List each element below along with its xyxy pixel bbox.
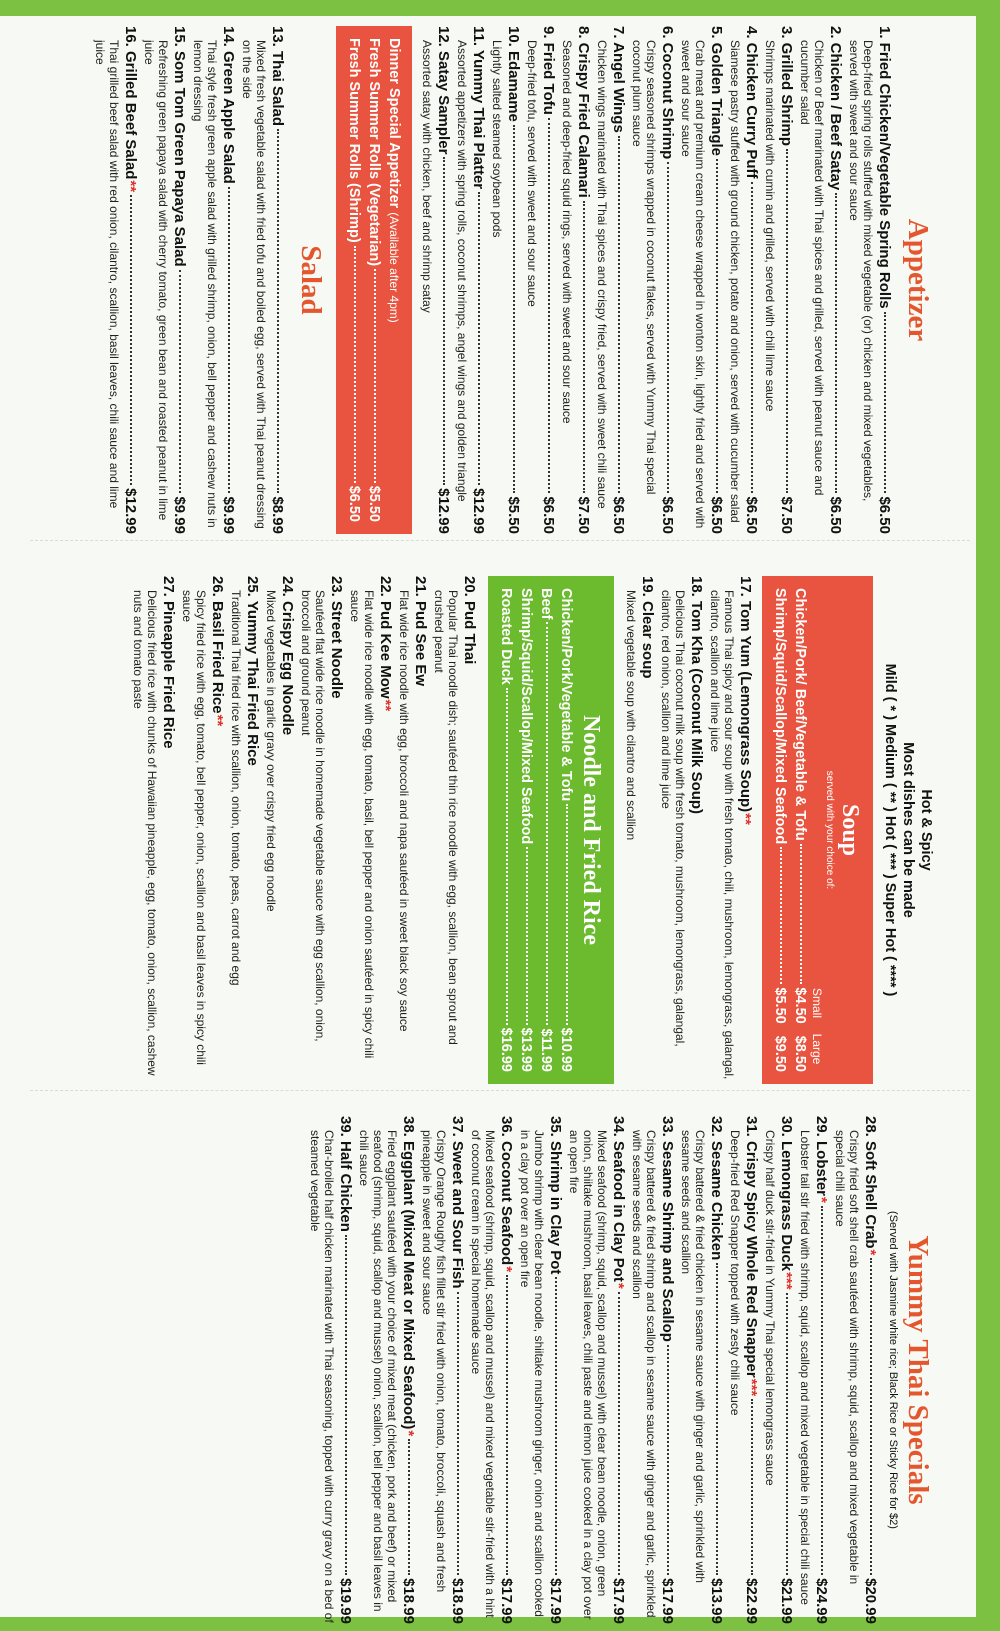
price-line-name: Roasted Duck [498, 588, 514, 685]
menu-item-row [812, 1116, 830, 1624]
menu-item-row [742, 26, 760, 534]
menu-item-description: Jumbo shrimp with clear bean noodle, shiitake mushroom ginger, onion and scallion cooked in a clay pot over an open fire [518, 1130, 546, 1617]
menu-item-price: $6.50 [659, 496, 676, 534]
dot-leader [457, 1292, 459, 1576]
menu-item [420, 1116, 466, 1624]
menu-item-row [278, 576, 296, 1084]
menu-item-name: 29. Lobster [813, 1116, 830, 1197]
price-line [790, 588, 810, 1072]
menu-item-name: 8. Crispy Fried Calamari [575, 26, 592, 198]
dot-leader [780, 847, 782, 984]
dot-leader [821, 1206, 823, 1575]
menu-item [93, 26, 139, 534]
menu-item-name: 32. Sesame Chicken [708, 1116, 725, 1261]
spicy-mark: * [610, 1282, 627, 1289]
menu-item-price: $6.50 [610, 496, 627, 534]
spicy-mark: * [813, 1197, 830, 1203]
menu-item-name: 18. Tom Kha (Coconut Milk Soup) [688, 576, 705, 815]
menu-item-description: Chicken wings marinated with Thai spices and crispy fried, served with sweet chili sauce [595, 40, 609, 509]
menu-item-row [336, 1116, 354, 1624]
spicy-mark: *** [778, 1272, 795, 1290]
menu-item-row [268, 26, 286, 534]
menu-item-price: $17.99 [610, 1578, 627, 1624]
price-line [496, 588, 516, 1072]
menu-item [469, 1116, 515, 1624]
menu-item-description: Traditional Thai fried rice with scallion, onion, tomato, peas, carrot and egg [229, 590, 243, 986]
dot-leader [130, 195, 132, 485]
menu-item-description: Crispy fried soft shell crab sautéed with shrimp, squid, scallop and mixed vegetable in special chili sauce [833, 1130, 861, 1585]
menu-item-price: $24.99 [813, 1578, 830, 1624]
top-green-border [0, 0, 1000, 16]
specials-heading: Yummy Thai Specials [902, 1235, 934, 1505]
menu-item-name: 31. Crispy Spicy Whole Red Snapper [743, 1116, 760, 1378]
menu-item [264, 576, 296, 1084]
noodle-lines [496, 588, 576, 1072]
menu-item [624, 576, 656, 1084]
menu-item-description: Seasoned and deep-fried squid rings, served with sweet and sour sauce [560, 40, 574, 424]
menu-item [847, 26, 893, 534]
menu-item-price: $6.50 [743, 496, 760, 534]
menu-item [679, 1116, 725, 1624]
menu-item [397, 576, 429, 1084]
price-line [556, 588, 576, 1072]
price-line-name: Chicken/Pork/ Beef/Vegetable & Tofu [792, 588, 808, 841]
menu-item-row [399, 1116, 417, 1624]
menu-item-price: $7.50 [575, 496, 592, 534]
soup-col-large: Large [810, 1033, 824, 1065]
menu-item [630, 26, 676, 534]
menu-item-price: $17.99 [547, 1578, 564, 1624]
menu-item [455, 26, 487, 534]
menu-item [420, 26, 452, 534]
menu-item-description: Chicken or Beef marinated with Thai spices and grilled, served with peanut sauce and cucumber salad [798, 40, 826, 496]
price-large: $9.50 [772, 1035, 788, 1072]
dot-leader [583, 201, 585, 494]
price-line-price: $10.99 [558, 1027, 574, 1072]
menu-item-price: $21.99 [778, 1578, 795, 1624]
menu-item [728, 26, 760, 534]
menu-item [518, 1116, 564, 1624]
dot-leader [716, 1263, 718, 1575]
menu-item-name: 34. Seafood in Clay Pot [610, 1116, 627, 1282]
spicy-mark: ** [737, 813, 754, 825]
menu-item-name: 24. Crispy Egg Noodle [279, 576, 296, 736]
menu-item-price: $8.99 [269, 496, 286, 534]
soup-col-small: Small [810, 987, 824, 1018]
spicy-mark: ** [122, 180, 139, 193]
price-line-name: Chicken/Pork/Vegetable & Tofu [558, 588, 574, 802]
price-line [536, 588, 556, 1072]
menu-item-name: 12. Satay Sampler [435, 26, 452, 155]
menu-item [833, 1116, 879, 1624]
dot-leader [800, 844, 802, 985]
menu-item-description: Lobster tail stir fried with shrimp, squid, scallop and mixed vegetable in special chili sauce [798, 1130, 812, 1605]
menu-item [490, 26, 522, 534]
menu-item-price: $6.50 [827, 496, 844, 534]
price-line-name: Beef [538, 588, 554, 620]
menu-item-row [658, 1116, 676, 1624]
spicy-mark: ** [377, 699, 394, 712]
spicy-mark: ** [209, 714, 226, 727]
menu-item-price: $12.99 [435, 488, 452, 534]
menu-item-description: Mixed seafood (shrimp, squid, scallop and mussel) and mixed vegetable stir-fried with a hint of coconut cream in special homemade sauce [469, 1130, 497, 1618]
dot-leader [751, 182, 753, 494]
price-line-price: $13.99 [518, 1027, 534, 1072]
menu-item-description: Mixed vegetable soup with cilantro and scallion [624, 590, 638, 841]
menu-item-description: Popular Thai noodle dish; sautéed thin rice noodle with egg, scallion, bean sprout and crushed peanut [432, 590, 460, 1045]
menu-item-description: Assorted satay with chicken, beef and shrimp satay [420, 40, 434, 313]
dot-leader [870, 1258, 872, 1575]
menu-item-price: $18.99 [400, 1578, 417, 1624]
menu-item-description: Mixed vegetables in garlic gravy over crispy fried egg noodle [264, 590, 278, 912]
dot-leader [354, 246, 356, 483]
menu-item [525, 26, 557, 534]
menu-item [348, 576, 394, 1084]
menu-item-row [376, 576, 394, 1084]
menu-item-name: 4. Chicken Curry Puff [743, 26, 760, 179]
menu-item-row [707, 26, 725, 534]
menu-item-description: Sautéed flat wide rice noodle in homemade vegetable sauce with egg scallion, onion, broccoli and ground peanut [299, 590, 327, 1042]
dot-leader [566, 804, 568, 1024]
menu-item-row [546, 1116, 564, 1624]
menu-item-name: 16. Grilled Beef Salad [122, 26, 139, 180]
menu-item [567, 1116, 627, 1624]
menu-item [798, 1116, 830, 1624]
menu-item-row [411, 576, 429, 1084]
menu-item-description: Deep-fried spring rolls stuffed with mixed vegetable (or) chicken and mixed vegetables, served with sweet and sour sauce [847, 40, 875, 502]
dot-leader [513, 125, 515, 494]
menu-item [229, 576, 261, 1084]
menu-item-description: Crispy Orange Roughy fish fillet stir fried with onion, tomato, broccoli, squash and fresh pineapple in sweet and sour sauce [420, 1130, 448, 1593]
menu-item-price: $6.50 [540, 496, 557, 534]
menu-item-row [687, 576, 705, 1084]
menu-item-price: $5.50 [505, 496, 522, 534]
menu-item-row [121, 26, 139, 534]
noodle-list [131, 576, 478, 1084]
menu-item-row [777, 1116, 795, 1624]
menu-item [308, 1116, 354, 1624]
dot-leader [546, 622, 548, 1025]
menu-item-description: Thai grilled beef salad with red onion, cilantro, scallion, basil leaves, chili sauce and lime juice [93, 40, 121, 509]
dot-leader [667, 162, 669, 493]
menu-item-name: 28. Soft Shell Crab [862, 1116, 879, 1249]
menu-item-name: 7. Angel Wings [610, 26, 627, 133]
menu-item [679, 26, 725, 534]
menu-item-description: Assorted appetizers with spring rolls, coconut shrimps, angel wings and golden triangle [455, 40, 469, 502]
price-line-price: $6.50 [346, 485, 362, 522]
menu-item-row [469, 26, 487, 534]
menu-item [299, 576, 345, 1084]
dot-leader [716, 159, 718, 493]
fold-line [30, 1090, 970, 1091]
menu-item-description: Fried eggplant sautéed with your choice of mixed meat (chicken, pork and beef) or mixed seafood (shrimp, squid, scallop and mussel) onion, scallion, bell pepper and basil leaves in chili sauce [357, 1130, 399, 1612]
menu-item-description: Char-broiled half chicken marinated with Thai seasoning, topped with curry gravy on a bed of steamed vegetable [308, 1130, 336, 1623]
menu-item-description: Flat wide rice noodle with egg, broccoli and napa sautéed in sweet black soy sauce [397, 590, 411, 1032]
menu-item-description: Crab meat and premium cream cheese wrapped in wonton skin, lightly fried and served with sweet and sour sauce [679, 40, 707, 529]
menu-item-description: Crispy half duck stir-fried in Yummy Thai special lemongrass sauce [763, 1130, 777, 1486]
menu-item [763, 26, 795, 534]
price-line-name: Fresh Summer Rolls (Vegetarian) [366, 38, 382, 267]
menu-item-description: Refreshing green papaya salad with cherry tomato, green bean and roasted peanut in lime juice [142, 40, 170, 521]
menu-item-price: $19.99 [337, 1578, 354, 1624]
menu-item-row [742, 1116, 760, 1624]
specials-list [308, 1116, 879, 1624]
dinner-special-title: Dinner Special Appetizer [386, 38, 402, 209]
menu-item-name: 25. Yummy Thai Fried Rice [244, 576, 261, 766]
menu-item-description: Crispy battered & fried chicken in sesame sauce with ginger and garlic, sprinkled with sesame seeds and scallion [679, 1130, 707, 1583]
menu-item [630, 1116, 676, 1624]
menu-item-row [504, 26, 522, 534]
menu-item-name: 15. Som Tom Green Papaya Salad [171, 26, 188, 267]
price-line [770, 588, 790, 1072]
dot-leader [228, 187, 230, 494]
menu-item-row [638, 576, 656, 1084]
dot-leader [408, 1439, 410, 1575]
appetizer-salad-panel [35, 20, 935, 540]
menu-item-name: 39. Half Chicken [337, 1116, 354, 1232]
soup-columns [810, 588, 824, 1072]
menu-item-name: 35. Shrimp in Clay Pot [547, 1116, 564, 1275]
dot-leader [884, 312, 886, 494]
dot-leader [786, 1293, 788, 1576]
dot-leader [506, 1275, 508, 1575]
hot-spicy-note [881, 576, 935, 1084]
soup-sub: served with your choice of: [824, 770, 835, 890]
menu-item-row [609, 1116, 627, 1624]
menu-item-row [861, 1116, 879, 1624]
dot-leader [667, 1345, 669, 1575]
menu-item-price: $20.99 [862, 1578, 879, 1624]
menu-item-description: Spicy fried rice with egg, tomato, bell pepper, onion, scallion and basil leaves in spicy chili sauce [180, 590, 208, 1065]
menu-item-name: 13. Thai Salad [269, 26, 286, 127]
dot-leader [618, 1292, 620, 1575]
menu-item-name: 38. Eggplant (Mixed Meat or Mixed Seafood) [400, 1116, 417, 1430]
dot-leader [443, 157, 445, 485]
dot-leader [277, 129, 279, 493]
menu-item-row [609, 26, 627, 534]
dot-leader [345, 1235, 347, 1575]
fold-line [30, 540, 970, 541]
menu-item [131, 576, 177, 1084]
price-line-name: Fresh Summer Rolls (Shrimp) [346, 38, 362, 243]
price-large: $8.50 [792, 1035, 808, 1072]
menu-item [798, 26, 844, 534]
menu-item-name: 19. Clear soup [639, 576, 656, 679]
menu-item [180, 576, 226, 1084]
menu-item [708, 576, 754, 1084]
menu-item-price: $9.99 [171, 496, 188, 534]
menu-item-price: $6.50 [876, 496, 893, 534]
menu-item-row [460, 576, 478, 1084]
menu-item [240, 26, 286, 534]
menu-item-description: Lightly salted steamed soybean pods [490, 40, 504, 238]
menu-item-name: 17. Tom Yum (Lemongrass Soup) [737, 576, 754, 813]
menu-item-description: Mixed seafood (shrimp, squid, scallop and mussel) with clear bean noodle, onion, green onion, shiitake mushroom, basil leaves, chili paste and lemon juice cooked in a clay pot over an open fire [567, 1130, 609, 1620]
menu-item-description: Crispy battered & fried shrimp and scallop in sesame sauce with ginger and garlic, sprinkled with sesame seeds and scallion [630, 1130, 658, 1618]
salad-list [93, 26, 286, 534]
soup-box [762, 576, 873, 1084]
hot-spicy-title: Hot & Spicy [918, 789, 934, 871]
soup-lines [770, 588, 810, 1072]
dot-leader [555, 1277, 557, 1575]
menu-item-price: $6.50 [708, 496, 725, 534]
price-line-price: $5.50 [366, 485, 382, 522]
menu-item-price: $22.99 [743, 1578, 760, 1624]
menu-item-row [875, 26, 893, 534]
price-line [344, 38, 364, 522]
menu-item-description: Delicious Thai coconut milk soup with fresh tomato, mushroom, lemongrass, galangal, cilantro, red onion, scallion and lime juice [659, 590, 687, 1047]
menu-item-price: $18.99 [449, 1578, 466, 1624]
menu-item-name: 10. Edamame [505, 26, 522, 122]
soup-title: Soup [837, 803, 863, 857]
menu-item-price: $12.99 [122, 488, 139, 534]
menu-item-name: 21. Pud See Ew [412, 576, 429, 687]
menu-item-row [170, 26, 188, 534]
menu-item-name: 23. Street Noodle [328, 576, 345, 699]
dinner-special-lines [344, 38, 384, 522]
hot-spicy-line2: Mild ( * ) Medium ( ** ) Hot ( *** ) Super Hot ( **** ) [882, 663, 898, 997]
menu-item-description: Deep-fried tofu, served with sweet and sour sauce [525, 40, 539, 307]
menu-item-row [208, 576, 226, 1084]
menu-item-row [826, 26, 844, 534]
menu-item-name: 2. Chicken / Beef Satay [827, 26, 844, 191]
dot-leader [786, 149, 788, 493]
dot-leader [179, 270, 181, 494]
price-small: $4.50 [792, 987, 808, 1024]
menu-item [142, 26, 188, 534]
menu-item-price: $13.99 [708, 1578, 725, 1624]
dot-leader [478, 192, 480, 485]
price-line [516, 588, 536, 1072]
menu-item-name: 37. Sweet and Sour Fish [449, 1116, 466, 1289]
menu-item [357, 1116, 417, 1624]
menu-item [728, 1116, 760, 1624]
menu-item-row [434, 26, 452, 534]
dot-leader [506, 688, 508, 1025]
price-line [364, 38, 384, 522]
menu-item-description: Deep-fried Red Snapper topped with zesty chili sauce [728, 1130, 742, 1416]
menu-item-name: 1. Fried Chicken/Vegetable Spring Rolls [876, 26, 893, 309]
menu-item-name: 6. Coconut Shrimp [659, 26, 676, 160]
dot-leader [374, 269, 376, 483]
appetizer-list [420, 26, 893, 534]
menu-item-row [497, 1116, 515, 1624]
menu-item-description: Famous Thai spicy and sour soup with fresh tomato, chili, mushroom, lemongrass, galangal, cilantro, scallion and lime juice [708, 590, 736, 1080]
menu-item-name: 30. Lemongrass Duck [778, 1116, 795, 1272]
noodle-box [488, 576, 614, 1084]
menu-item-price: $7.50 [778, 496, 795, 534]
dot-leader [548, 118, 550, 494]
noodle-title: Noodle and Fried Rice [578, 715, 604, 945]
menu-item-name: 33. Sesame Shrimp and Scallop [659, 1116, 676, 1342]
spicy-mark: * [400, 1430, 417, 1437]
right-green-border [976, 0, 1000, 1631]
soup-noodle-panel [35, 570, 935, 1090]
menu-item-name: 3. Grilled Shrimp [778, 26, 795, 147]
menu-item-row [658, 26, 676, 534]
menu-item-row [707, 1116, 725, 1624]
dinner-special-note: (Available after 4pm) [387, 212, 401, 323]
menu-item-row [574, 26, 592, 534]
menu-item-description: Crispy seasoned shrimps wrapped in coconut flakes, served with Yummy Thai special coconut plum sauce [630, 40, 658, 495]
menu-item-name: 26. Basil Fried Rice [209, 576, 226, 714]
menu-item-description: Mixed fresh vegetable salad with fried tofu and boiled egg, served with Thai peanut dressing on the side [240, 40, 268, 529]
specials-panel [35, 1110, 935, 1630]
appetizer-heading: Appetizer [902, 218, 934, 342]
menu-item-description: Flat wide rice noodle with egg, tomato, basil, bell pepper and onion sautéed in spicy chili sauce [348, 590, 376, 1059]
hot-spicy-line1: Most dishes can be made [900, 742, 916, 918]
dot-leader [835, 193, 837, 493]
menu-item-price: $17.99 [659, 1578, 676, 1624]
menu-item-description: Thai style fresh green apple salad with grilled shrimp, onion, bell pepper and cashew nuts in lemon dressing [191, 40, 219, 528]
menu-item-description: Shrimps marinated with cumin and grilled, served with chili lime sauce [763, 40, 777, 412]
spicy-mark: * [498, 1266, 515, 1273]
dot-leader [751, 1399, 753, 1575]
menu-item-row [448, 1116, 466, 1624]
menu-item [191, 26, 237, 534]
menu-item-row [539, 26, 557, 534]
menu-item [659, 576, 705, 1084]
menu-item [763, 1116, 795, 1624]
dot-leader [526, 847, 528, 1024]
dinner-special-box [336, 26, 412, 534]
price-line-name: Shrimp/Squid/Scallop/Mixed Seafood [772, 588, 788, 845]
menu-item [560, 26, 592, 534]
menu-item-price: $17.99 [498, 1578, 515, 1624]
spicy-mark: *** [743, 1378, 760, 1397]
menu-item-name: 27. Pineapple Fried Rice [160, 576, 177, 749]
menu-item-row [219, 26, 237, 534]
salad-heading: Salad [295, 245, 327, 315]
menu-item-name: 20. Pud Thai [461, 576, 478, 665]
menu-item-description: Siamese pastry stuffed with ground chicken, potato and onion, served with cucumber salad [728, 40, 742, 523]
spicy-mark: * [862, 1249, 879, 1256]
menu-item-name: 5. Golden Triangle [708, 26, 725, 157]
price-small: $5.50 [772, 987, 788, 1024]
menu-item-row [777, 26, 795, 534]
menu-item [432, 576, 478, 1084]
price-line-price: $16.99 [498, 1027, 514, 1072]
price-line-price: $11.99 [538, 1028, 554, 1072]
menu-item-description: Delicious fried rice with chunks of Hawaiian pineapple, egg, tomato, onion, scallion, cashew nuts and tomato paste [131, 590, 159, 1076]
dot-leader [618, 136, 620, 494]
menu-item-name: 14. Green Apple Salad [220, 26, 237, 184]
menu-item-row [243, 576, 261, 1084]
menu-item-name: 9. Fried Tofu [540, 26, 557, 115]
soup-list [624, 576, 754, 1084]
menu-item-price: $9.99 [220, 496, 237, 534]
menu-item-name: 22. Pud Kee Mow [377, 576, 394, 699]
menu-item [595, 26, 627, 534]
menu-item-row [327, 576, 345, 1084]
menu-item-name: 36. Coconut Seafood [498, 1116, 515, 1266]
menu-item-name: 11. Yummy Thai Platter [470, 26, 487, 190]
menu-item-price: $12.99 [470, 488, 487, 534]
menu-item-row [159, 576, 177, 1084]
price-line-name: Shrimp/Squid/Scallop/Mixed Seafood [518, 588, 534, 845]
menu-item-row [736, 576, 754, 1084]
specials-note: (Served with Jasmine white rice; Black Rice or Sticky Rice for $2) [887, 1211, 899, 1529]
